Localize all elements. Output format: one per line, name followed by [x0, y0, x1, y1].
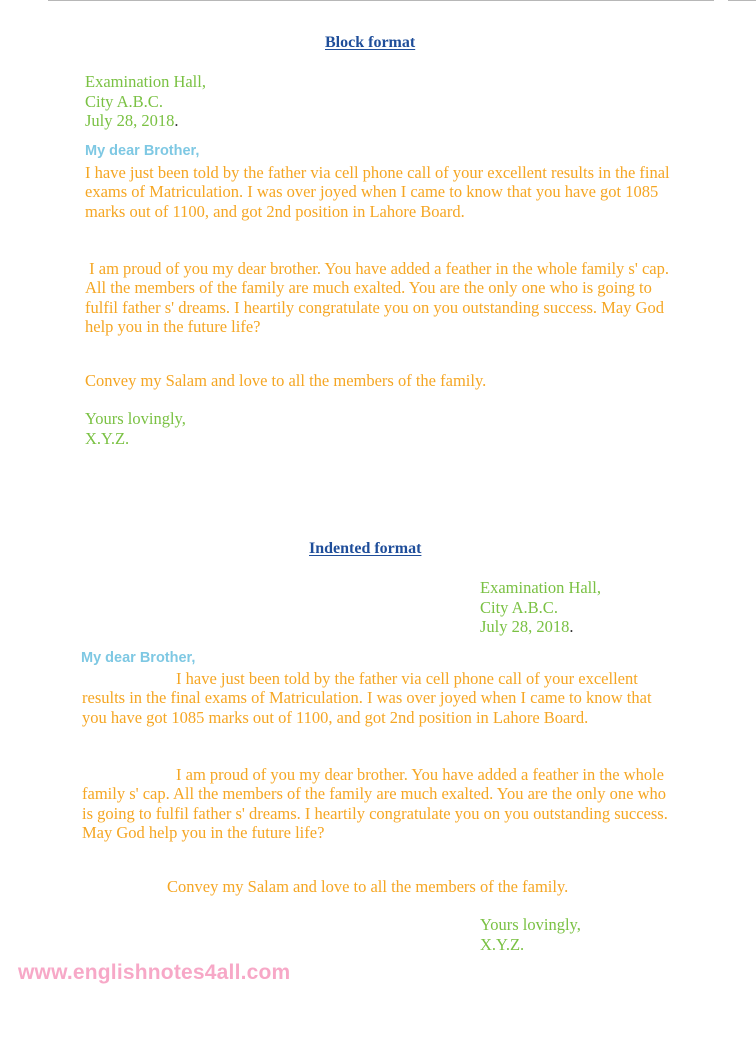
indented-signature: X.Y.Z. — [480, 934, 525, 954]
block-date-period: . — [174, 111, 179, 130]
indented-paragraph-2: I am proud of you my dear brother. You have added a feather in the whole family s' cap. All the members of the family are much exalted. You are the only one who is going to fulfil father s' dreams. I heartily congratulate you on you outstanding success. May God help you in the future life? — [82, 765, 668, 842]
indented-paragraph-1: I have just been told by the father via cell phone call of your excellent results in the final exams of Matriculation. I was over joyed when I came to know that you have got 1085 marks out of 1100, and got 2nd position in Lahore Board. — [82, 669, 652, 727]
indented-salutation: My dear Brother, — [81, 650, 196, 666]
indented-closing — [480, 915, 581, 954]
indented-closing-text: Yours lovingly, — [480, 915, 581, 934]
block-sender-address — [85, 72, 206, 131]
block-paragraph-3: Convey my Salam and love to all the members of the family. — [85, 371, 487, 390]
top-border-line-right — [728, 0, 756, 1]
indented-format-heading: Indented format — [309, 540, 422, 557]
website-watermark: www.englishnotes4all.com — [18, 961, 291, 984]
block-date-text: July 28, 2018 — [85, 111, 175, 130]
block-signature: X.Y.Z. — [85, 428, 130, 448]
indented-address-date — [480, 617, 601, 637]
block-format-heading: Block format — [325, 34, 416, 51]
block-paragraph-2: I am proud of you my dear brother. You have added a feather in the whole family s' cap. All the members of the family are much exalted. You are the only one who is going to fulfil father s' dreams. I heartily congratulate you on you outstanding success. May God help you in the future life? — [85, 259, 673, 336]
block-closing-text: Yours lovingly, — [85, 409, 186, 428]
indented-address-line: Examination Hall, — [480, 578, 601, 597]
block-address-line: City A.B.C. — [85, 91, 163, 111]
block-closing — [85, 409, 186, 448]
block-address-line: Examination Hall, — [85, 72, 206, 91]
block-salutation: My dear Brother, — [85, 143, 200, 159]
block-address-date — [85, 111, 206, 131]
top-border-line — [48, 0, 714, 1]
block-paragraph-1: I have just been told by the father via cell phone call of your excellent results in the final exams of Matriculation. I was over joyed when I came to know that you have got 1085 marks out of 1100, and got 2nd position in Lahore Board. — [85, 163, 670, 221]
indented-date-period: . — [569, 617, 574, 636]
indented-sender-address — [480, 578, 601, 637]
indented-paragraph-3: Convey my Salam and love to all the members of the family. — [167, 877, 569, 896]
indented-address-line: City A.B.C. — [480, 597, 558, 617]
indented-date-text: July 28, 2018 — [480, 617, 570, 636]
